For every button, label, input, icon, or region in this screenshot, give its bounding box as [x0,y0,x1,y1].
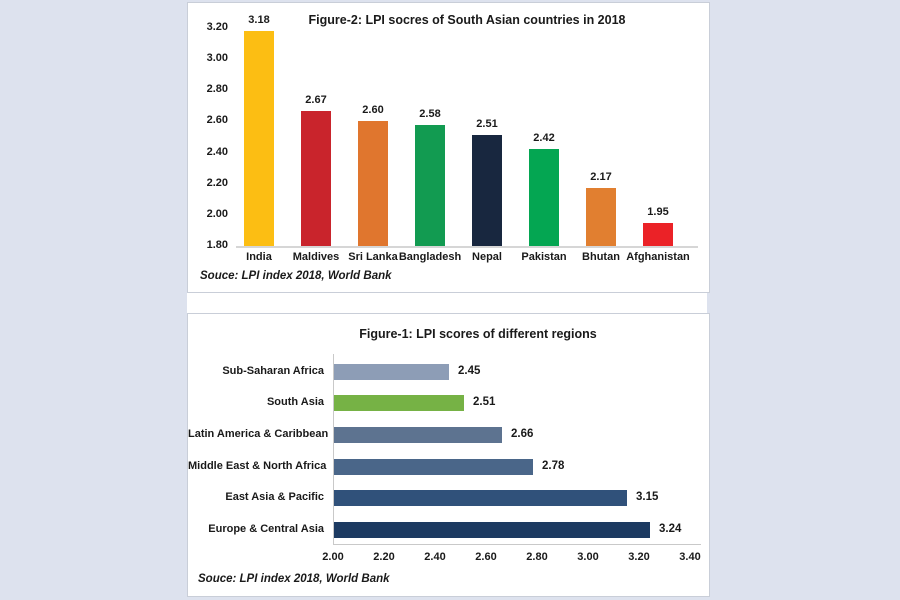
bar-middle-east-north-africa [334,459,533,475]
y-tick-label: 2.60 [206,114,228,127]
figure-1-source-note: Souce: LPI index 2018, World Bank [198,573,390,585]
bar-value-label: 1.95 [647,206,669,218]
x-tick-label: 2.80 [526,551,548,563]
bar-value-label: 2.45 [458,364,481,377]
bar-latin-america-caribbean [334,427,502,443]
bar-sub-saharan-africa [334,364,449,380]
category-label: Pakistan [521,251,567,263]
x-tick-label: 2.60 [475,551,497,563]
category-label: Nepal [472,251,502,263]
bar-value-label: 3.15 [636,491,659,504]
region-label: Middle East & North Africa [188,459,327,472]
bar-sri-lanka [358,121,388,246]
y-tick-label: 3.00 [206,52,228,65]
bar-value-label: 2.42 [533,132,555,144]
x-tick-label: 2.00 [322,551,344,563]
category-label: Bangladesh [398,251,462,263]
category-label: India [246,251,272,263]
region-label: Sub-Saharan Africa [222,364,324,377]
region-label: Latin America & Caribbean [188,427,329,440]
bar-bangladesh [415,125,445,246]
category-label: Sri Lanka [348,251,398,263]
bar-value-label: 2.51 [473,396,496,409]
x-tick-label: 3.00 [577,551,599,563]
panel-gap [187,293,707,313]
bar-value-label: 2.58 [419,108,441,120]
bar-maldives [301,111,331,246]
y-tick-label: 1.80 [206,239,228,251]
category-label: Afghanistan [626,251,690,263]
x-tick-label: 3.40 [679,551,701,563]
y-tick-label: 3.20 [206,21,228,33]
x-tick-label: 2.40 [424,551,446,563]
bar-pakistan [529,149,559,246]
bar-value-label: 3.18 [248,14,270,26]
figure-1-y-axis-line [333,354,334,545]
category-label: Bhutan [582,251,620,263]
figure-2-title: Figure-2: LPI socres of South Asian countries in 2018 [308,13,626,27]
bar-india [244,31,274,246]
y-tick-label: 2.80 [206,83,228,96]
bar-value-label: 2.66 [511,427,534,440]
region-label: Europe & Central Asia [208,523,324,535]
x-tick-label: 3.20 [628,551,650,563]
figure-1-panel [187,313,710,597]
bar-value-label: 2.17 [590,171,612,183]
bar-value-label: 2.78 [542,459,565,472]
figure-2-source-note: Souce: LPI index 2018, World Bank [200,270,392,282]
region-label: South Asia [266,396,324,409]
bar-bhutan [586,188,616,246]
bar-value-label: 2.67 [305,94,327,106]
y-tick-label: 2.20 [206,176,228,189]
x-tick-label: 2.20 [373,551,395,563]
figure-1-title: Figure-1: LPI scores of different regions [359,327,597,341]
bar-east-asia-pacific [334,490,627,506]
bar-afghanistan [643,223,673,246]
bar-value-label: 2.60 [362,104,384,116]
y-tick-label: 2.40 [206,145,228,158]
bar-value-label: 2.51 [476,118,498,130]
region-label: East Asia & Pacific [225,491,324,504]
bar-europe-central-asia [334,522,650,538]
y-tick-label: 2.00 [206,207,228,220]
bar-south-asia [334,395,464,411]
figure-1-x-axis-line [333,544,701,545]
bar-value-label: 3.24 [659,523,682,535]
bar-nepal [472,135,502,246]
category-label: Maldives [292,251,340,263]
figure-2-panel [187,2,710,293]
